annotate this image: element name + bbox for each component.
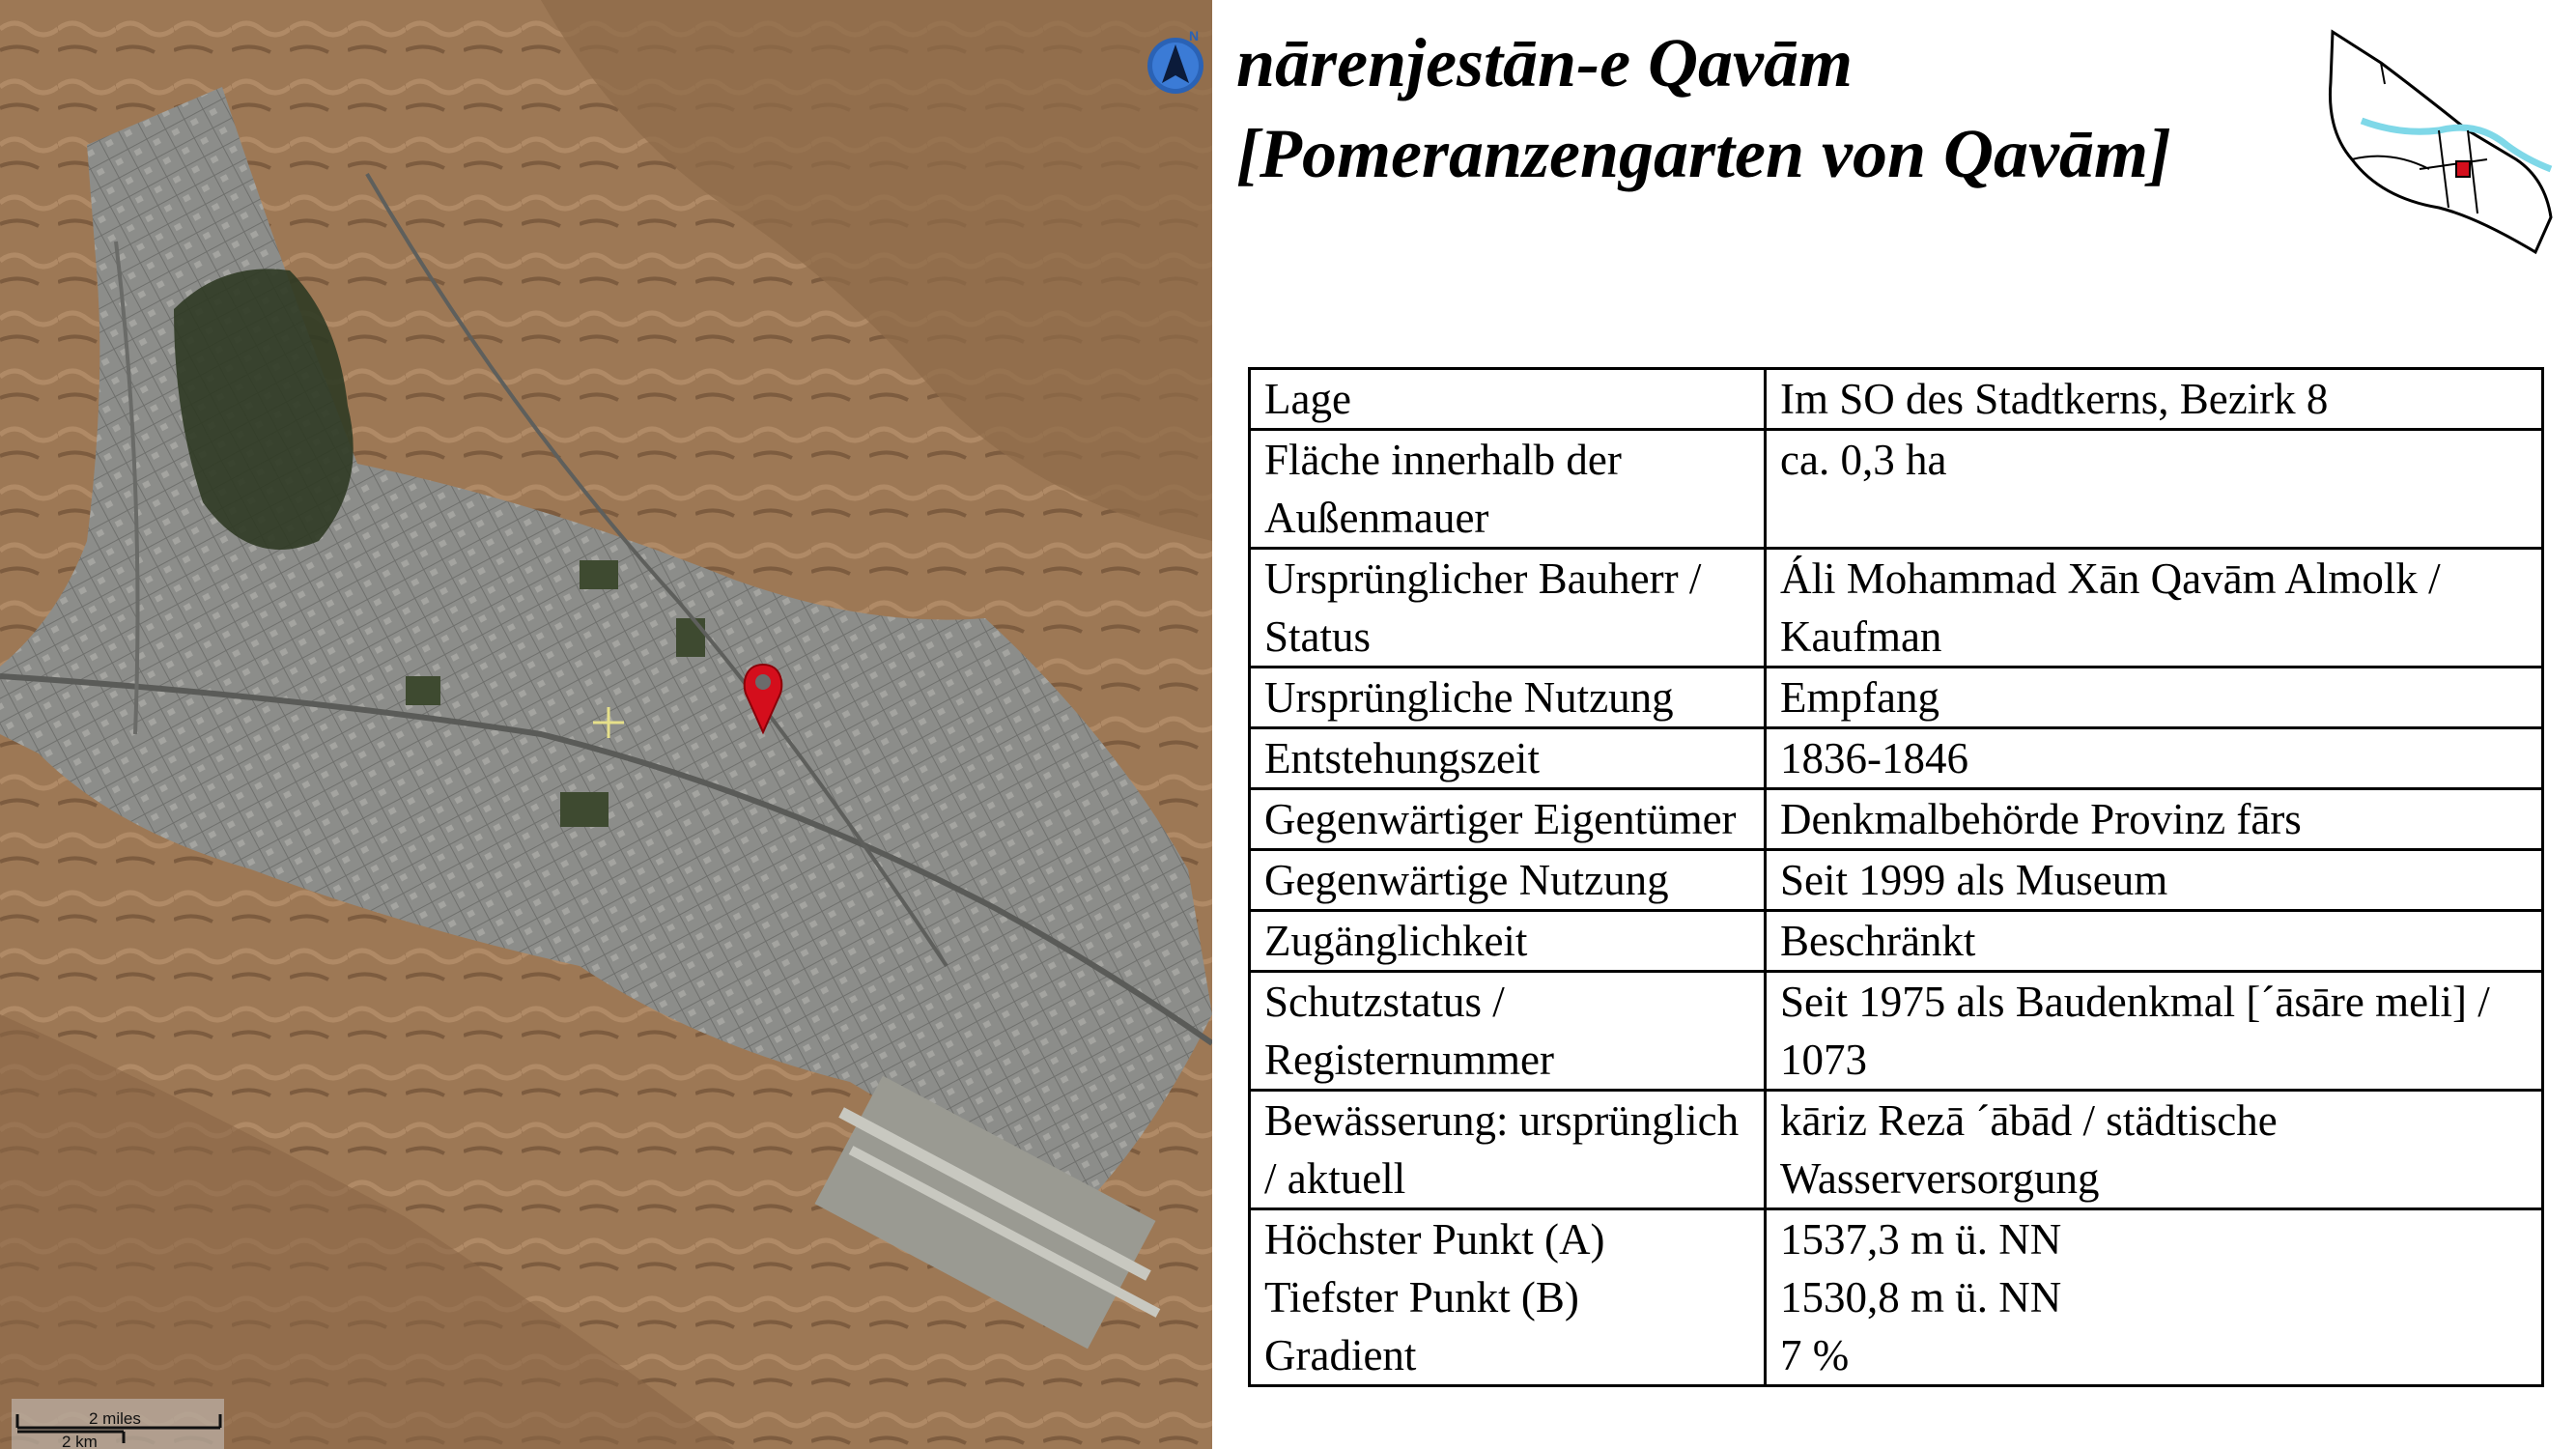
low-point-value: 1530,8 m ü. NN xyxy=(1780,1273,2062,1321)
gradient-label: Gradient xyxy=(1264,1331,1417,1379)
row-value: kāriz Rezā ´ābād / städtische Wasserversorgung xyxy=(1766,1091,2543,1209)
high-point-label: Höchster Punkt (A) xyxy=(1264,1215,1605,1264)
row-label: Entstehungszeit xyxy=(1250,728,1766,789)
row-label: Bewässerung: ursprünglich / aktuell xyxy=(1250,1091,1766,1209)
low-point-label: Tiefster Punkt (B) xyxy=(1264,1273,1579,1321)
row-value: Im SO des Stadtkerns, Bezirk 8 xyxy=(1766,369,2543,430)
table-row xyxy=(1250,728,2543,789)
row-label: Gegenwärtige Nutzung xyxy=(1250,850,1766,911)
row-label: Lage xyxy=(1250,369,1766,430)
row-value: Beschränkt xyxy=(1766,911,2543,972)
elevation-labels xyxy=(1250,1209,1766,1386)
district-inset-map xyxy=(2323,24,2555,256)
page-title xyxy=(1236,17,2171,199)
table-row xyxy=(1250,789,2543,850)
compass-icon xyxy=(1145,27,1206,97)
info-table xyxy=(1248,367,2544,1387)
compass-north-label: N xyxy=(1189,28,1200,43)
table-row xyxy=(1250,369,2543,430)
row-value: Seit 1975 als Baudenkmal [´āsāre meli] / 1073 xyxy=(1766,972,2543,1091)
title-line-2: [Pomeranzengarten von Qavām] xyxy=(1236,115,2171,192)
table-row xyxy=(1250,668,2543,728)
table-row xyxy=(1250,549,2543,668)
table-row xyxy=(1250,1091,2543,1209)
row-value: Empfang xyxy=(1766,668,2543,728)
satellite-map[interactable] xyxy=(0,0,1212,1449)
row-value: Denkmalbehörde Provinz fārs xyxy=(1766,789,2543,850)
row-label: Fläche innerhalb der Außenmauer xyxy=(1250,430,1766,549)
row-value: Áli Mohammad Xān Qavām Almolk / Kaufman xyxy=(1766,549,2543,668)
table-row xyxy=(1250,911,2543,972)
table-row xyxy=(1250,850,2543,911)
high-point-value: 1537,3 m ü. NN xyxy=(1780,1215,2062,1264)
row-value: 1836-1846 xyxy=(1766,728,2543,789)
row-value: ca. 0,3 ha xyxy=(1766,430,2543,549)
row-label: Ursprüngliche Nutzung xyxy=(1250,668,1766,728)
elevation-values xyxy=(1766,1209,2543,1386)
table-row xyxy=(1250,430,2543,549)
scale-bar xyxy=(12,1399,224,1449)
scale-miles: 2 miles xyxy=(89,1409,141,1428)
gradient-value: 7 % xyxy=(1780,1331,1850,1379)
title-line-1: nārenjestān-e Qavām xyxy=(1236,24,1853,101)
row-label: Schutzstatus / Registernummer xyxy=(1250,972,1766,1091)
row-label: Zugänglichkeit xyxy=(1250,911,1766,972)
elevation-row xyxy=(1250,1209,2543,1386)
row-value: Seit 1999 als Museum xyxy=(1766,850,2543,911)
row-label: Ursprünglicher Bauherr / Status xyxy=(1250,549,1766,668)
row-label: Gegenwärtiger Eigentümer xyxy=(1250,789,1766,850)
table-row xyxy=(1250,972,2543,1091)
scale-km: 2 km xyxy=(62,1433,98,1449)
